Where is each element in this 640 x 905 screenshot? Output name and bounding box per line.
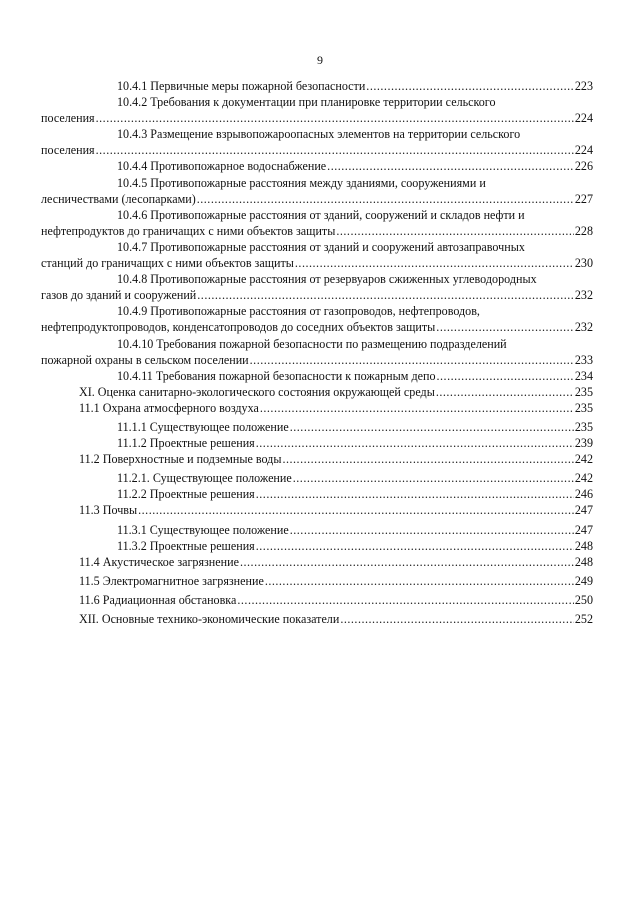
toc-entry-title-line: 10.4.7 Противопожарные расстояния от зданий и сооружений автозаправочных xyxy=(117,239,525,254)
toc-entry[interactable] xyxy=(79,592,593,608)
toc-entry[interactable] xyxy=(79,486,593,502)
toc-entry-page: 248 xyxy=(574,554,593,569)
dot-leader xyxy=(237,592,573,608)
toc-entry-title: 11.1.2 Проектные решения xyxy=(117,436,255,451)
dot-leader xyxy=(290,522,574,538)
dot-leader xyxy=(437,368,574,384)
toc-entry[interactable] xyxy=(79,78,593,94)
toc-entry-page: 235 xyxy=(574,400,593,415)
toc-entry-title: 11.2.2 Проектные решения xyxy=(117,487,255,502)
toc-entry-page: 224 xyxy=(574,111,593,126)
toc-entry-page: 234 xyxy=(574,368,593,383)
toc-entry-title: 11.6 Радиационная обстановка xyxy=(79,592,237,607)
toc-entry-page: 239 xyxy=(574,436,593,451)
toc-entry-title: 10.4.4 Противопожарное водоснабжение xyxy=(117,159,327,174)
dot-leader xyxy=(240,554,574,570)
toc-entry[interactable] xyxy=(41,126,593,158)
dot-leader xyxy=(336,223,574,239)
toc-entry-page: 224 xyxy=(574,143,593,158)
toc-entry-title: 11.3.1 Существующее положение xyxy=(117,522,289,537)
toc-entry-page: 235 xyxy=(574,384,593,399)
toc-entry-page: 242 xyxy=(574,471,593,486)
toc-entry-title: поселения xyxy=(41,143,95,158)
toc-entry-title: 11.5 Электромагнитное загрязнение xyxy=(79,573,264,588)
toc-entry-title-line: 10.4.3 Размещение взрывопожароопасных элементов на территории сельского xyxy=(117,127,521,142)
toc-entry[interactable] xyxy=(41,303,593,335)
toc-entry[interactable] xyxy=(79,400,593,416)
dot-leader xyxy=(282,451,573,467)
table-of-contents xyxy=(41,78,593,627)
toc-entry-title: 11.2.1. Существующее положение xyxy=(117,471,292,486)
toc-entry[interactable] xyxy=(79,451,593,467)
toc-entry[interactable] xyxy=(79,470,593,486)
toc-entry-page: 223 xyxy=(574,79,593,93)
dot-leader xyxy=(256,435,574,451)
toc-entry[interactable] xyxy=(79,368,593,384)
toc-entry[interactable] xyxy=(79,611,593,627)
toc-entry[interactable] xyxy=(79,522,593,538)
toc-entry-page: 246 xyxy=(574,487,593,502)
toc-entry-page: 233 xyxy=(574,352,593,367)
toc-entry-page: 230 xyxy=(574,256,593,271)
toc-entry[interactable] xyxy=(79,554,593,570)
toc-entry[interactable] xyxy=(79,573,593,589)
toc-entry-title: 11.3 Почвы xyxy=(79,503,138,518)
toc-entry[interactable] xyxy=(79,158,593,174)
toc-entry-title-line: 10.4.8 Противопожарные расстояния от резервуаров сжиженных углеводородных xyxy=(117,272,537,287)
toc-entry-title-line: 10.4.6 Противопожарные расстояния от зданий, сооружений и складов нефти и xyxy=(117,207,525,222)
dot-leader xyxy=(138,502,574,518)
toc-entry-title: XII. Основные технико-экономические показатели xyxy=(79,612,340,626)
dot-leader xyxy=(436,319,574,335)
toc-entry-page: 252 xyxy=(574,612,593,626)
toc-entry-title: 11.2 Поверхностные и подземные воды xyxy=(79,452,282,467)
dot-leader xyxy=(295,255,574,271)
toc-entry-page: 235 xyxy=(574,419,593,434)
toc-entry-title: XI. Оценка санитарно-экологического состояния окружающей среды xyxy=(79,384,435,399)
toc-entry[interactable] xyxy=(41,271,593,303)
toc-entry-page: 249 xyxy=(574,573,593,588)
toc-entry-title: 11.4 Акустическое загрязнение xyxy=(79,554,239,569)
dot-leader xyxy=(197,191,574,207)
toc-entry-title: 10.4.11 Требования пожарной безопасности к пожарным депо xyxy=(117,368,436,383)
toc-entry-title: поселения xyxy=(41,111,95,126)
toc-entry-page: 242 xyxy=(574,452,593,467)
toc-entry-title: лесничествами (лесопарками) xyxy=(41,191,196,206)
toc-entry-title-line: 10.4.2 Требования к документации при планировке территории сельского xyxy=(117,95,496,110)
toc-entry-title: нефтепродуктов до граничащих с ними объектов защиты xyxy=(41,223,336,238)
dot-leader xyxy=(260,400,574,416)
toc-entry[interactable] xyxy=(79,502,593,518)
toc-entry-title: станций до граничащих с ними объектов защиты xyxy=(41,256,294,271)
toc-entry[interactable] xyxy=(79,435,593,451)
toc-entry-title-line: 10.4.5 Противопожарные расстояния между зданиями, сооружениями и xyxy=(117,175,486,190)
toc-entry-page: 248 xyxy=(574,538,593,553)
dot-leader xyxy=(340,611,574,627)
toc-entry-title: газов до зданий и сооружений xyxy=(41,288,197,303)
toc-entry-title: 11.1.1 Существующее положение xyxy=(117,419,289,434)
toc-entry-title: 10.4.1 Первичные меры пожарной безопасности xyxy=(117,79,366,93)
toc-entry[interactable] xyxy=(41,94,593,126)
toc-entry[interactable] xyxy=(79,384,593,400)
dot-leader xyxy=(290,419,574,435)
dot-leader xyxy=(327,158,574,174)
toc-entry-title-line: 10.4.9 Противопожарные расстояния от газопроводов, нефтепроводов, xyxy=(117,304,480,319)
toc-entry-title: нефтепродуктопроводов, конденсатопроводов до соседних объектов защиты xyxy=(41,320,436,335)
dot-leader xyxy=(256,538,574,554)
dot-leader xyxy=(366,78,574,94)
toc-entry-page: 232 xyxy=(574,320,593,335)
toc-entry[interactable] xyxy=(41,175,593,207)
toc-entry[interactable] xyxy=(41,239,593,271)
toc-entry-page: 226 xyxy=(574,159,593,174)
dot-leader xyxy=(293,470,574,486)
toc-entry-title: пожарной охраны в сельском поселении xyxy=(41,352,249,367)
dot-leader xyxy=(256,486,574,502)
toc-entry[interactable] xyxy=(79,538,593,554)
page-number: 9 xyxy=(317,53,323,67)
dot-leader xyxy=(96,110,574,126)
toc-entry-title-line: 10.4.10 Требования пожарной безопасности по размещению подразделений xyxy=(117,336,507,351)
dot-leader xyxy=(96,142,574,158)
toc-entry-title: 11.3.2 Проектные решения xyxy=(117,538,255,553)
dot-leader xyxy=(250,352,574,368)
toc-entry-page: 227 xyxy=(574,191,593,206)
toc-entry-page: 232 xyxy=(574,288,593,303)
toc-entry-page: 228 xyxy=(574,223,593,238)
toc-entry-page: 247 xyxy=(574,503,593,518)
dot-leader xyxy=(436,384,574,400)
toc-entry[interactable] xyxy=(41,336,593,368)
toc-entry[interactable] xyxy=(41,207,593,239)
dot-leader xyxy=(197,287,574,303)
toc-entry-page: 247 xyxy=(574,522,593,537)
toc-entry[interactable] xyxy=(79,419,593,435)
dot-leader xyxy=(265,573,574,589)
toc-entry-page: 250 xyxy=(574,592,593,607)
toc-entry-title: 11.1 Охрана атмосферного воздуха xyxy=(79,400,259,415)
